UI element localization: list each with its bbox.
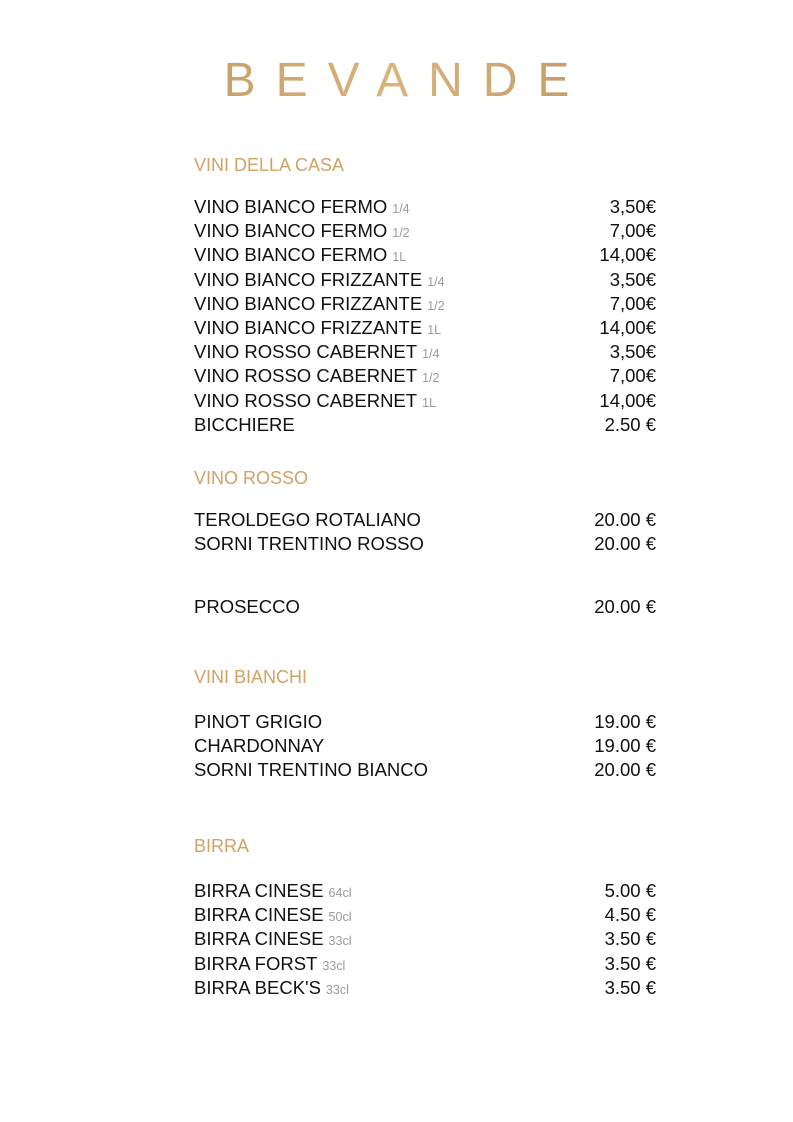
menu-item-name — [194, 195, 410, 221]
menu-item-size: 1/2 — [392, 226, 410, 241]
section-items-vini-casa — [194, 195, 656, 437]
menu-item-price: 3,50€ — [609, 341, 656, 363]
menu-item-name — [194, 340, 439, 366]
menu-item — [194, 532, 656, 556]
menu-item — [194, 710, 656, 734]
menu-item — [194, 927, 656, 951]
menu-item-label: VINO BIANCO FRIZZANTE — [194, 316, 423, 338]
menu-item-label: PROSECCO — [194, 596, 300, 617]
menu-item-name — [194, 292, 445, 318]
menu-item-name — [194, 532, 424, 556]
menu-item — [194, 508, 656, 532]
menu-item-label: SORNI TRENTINO ROSSO — [194, 533, 424, 555]
menu-item-price: 14,00€ — [599, 244, 656, 266]
menu-item-name — [194, 734, 324, 758]
menu-item-size: 1/4 — [427, 274, 445, 289]
menu-item-name — [194, 903, 351, 929]
menu-item-price: 7,00€ — [609, 292, 656, 314]
menu-item-price: 3,50€ — [609, 268, 656, 290]
section-items-vino-rosso — [194, 508, 656, 556]
menu-item-label: SORNI TRENTINO BIANCO — [194, 759, 429, 781]
menu-item-label: VINO ROSSO CABERNET — [194, 341, 418, 363]
menu-item-name — [194, 268, 445, 294]
menu-item-size: 64cl — [328, 886, 352, 900]
menu-item-price: 7,00€ — [609, 220, 656, 242]
menu-item — [194, 903, 656, 927]
menu-item-price: 20.00 € — [594, 533, 656, 555]
menu-item-name — [194, 976, 349, 1002]
menu-item-label: BICCHIERE — [194, 413, 295, 435]
menu-item-price: 3.50 € — [604, 976, 656, 998]
menu-item-price: 20.00 € — [594, 509, 656, 530]
menu-item-label: VINO ROSSO CABERNET — [194, 389, 418, 411]
menu-item-size: 1L — [392, 250, 407, 265]
menu-item — [194, 734, 656, 758]
menu-item-size: 50cl — [328, 910, 352, 925]
section-title-vini-bianchi: VINI BIANCHI — [194, 667, 308, 687]
menu-item-price: 7,00€ — [609, 365, 656, 387]
menu-item-name — [194, 316, 441, 342]
menu-item-name — [194, 508, 421, 532]
menu-item-price: 4.50 € — [604, 904, 656, 926]
section-items-birra — [194, 879, 656, 1000]
menu-item — [194, 879, 656, 903]
menu-item — [194, 195, 656, 219]
menu-item-size: 33cl — [322, 958, 346, 973]
menu-item — [194, 976, 656, 1000]
menu-item-name — [194, 413, 295, 437]
menu-item-size: 1/2 — [422, 371, 440, 386]
menu-item-name — [194, 364, 439, 390]
menu-item-label: CHARDONNAY — [194, 735, 325, 757]
menu-item — [194, 595, 656, 619]
menu-item-price: 20.00 € — [594, 596, 656, 617]
menu-item-name — [194, 710, 322, 734]
menu-item-label: VINO BIANCO FERMO — [194, 196, 388, 217]
menu-item-label: BIRRA BECK'S — [194, 976, 321, 998]
menu-item — [194, 758, 656, 782]
menu-item-name — [194, 595, 300, 619]
section-title-vino-rosso: VINO ROSSO — [194, 468, 309, 488]
menu-item-name — [194, 219, 410, 245]
menu-item-name — [194, 879, 351, 905]
menu-item-name — [194, 952, 345, 978]
menu-item — [194, 389, 656, 413]
menu-item-label: BIRRA CINESE — [194, 880, 324, 901]
menu-item-price: 19.00 € — [594, 711, 656, 732]
menu-item-size: 33cl — [328, 934, 352, 949]
menu-item-label: BIRRA CINESE — [194, 928, 324, 950]
menu-item-size: 1L — [422, 395, 436, 410]
menu-item — [194, 219, 656, 243]
menu-item-size: 33cl — [325, 982, 349, 997]
menu-item-label: BIRRA FORST — [194, 952, 318, 974]
menu-item-label: VINO BIANCO FERMO — [194, 244, 388, 266]
menu-item-label: VINO BIANCO FERMO — [194, 220, 388, 242]
menu-item-label: VINO ROSSO CABERNET — [194, 365, 418, 387]
menu-item — [194, 316, 656, 340]
menu-item-price: 5.00 € — [604, 880, 656, 901]
menu-item-name — [194, 243, 406, 269]
page-title: BEVANDE — [0, 52, 793, 110]
menu-item-size: 1L — [427, 322, 442, 337]
menu-item — [194, 364, 656, 388]
menu-item-price: 2.50 € — [604, 413, 656, 435]
menu-item-price: 20.00 € — [594, 759, 656, 781]
menu-item-label: PINOT GRIGIO — [194, 711, 323, 732]
menu-item-size: 1/4 — [422, 347, 440, 362]
section-title-vini-casa: VINI DELLA CASA — [194, 155, 345, 175]
section-title-birra: BIRRA — [194, 836, 250, 856]
menu-item — [194, 243, 656, 267]
menu-item-price: 14,00€ — [599, 316, 656, 338]
section-items-vini-bianchi — [194, 710, 656, 783]
menu-item-label: VINO BIANCO FRIZZANTE — [194, 292, 423, 314]
menu-item-name — [194, 389, 436, 415]
menu-item-price: 19.00 € — [594, 735, 656, 757]
menu-item — [194, 952, 656, 976]
menu-item-label: BIRRA CINESE — [194, 904, 324, 926]
menu-item — [194, 413, 656, 437]
menu-item-price: 3.50 € — [604, 928, 656, 950]
menu-item-name — [194, 927, 351, 953]
menu-item-label: VINO BIANCO FRIZZANTE — [194, 268, 423, 290]
menu-item — [194, 292, 656, 316]
menu-item-name — [194, 758, 428, 782]
menu-item-size: 1/2 — [427, 298, 445, 313]
menu-item-price: 3.50 € — [604, 952, 656, 974]
menu-item — [194, 340, 656, 364]
menu-item-price: 14,00€ — [599, 389, 656, 411]
menu-item-price: 3,50€ — [609, 196, 656, 217]
menu-item — [194, 268, 656, 292]
menu-item-label: TEROLDEGO ROTALIANO — [194, 509, 421, 530]
section-items-prosecco — [194, 595, 656, 619]
menu-item-size: 1/4 — [392, 202, 410, 216]
